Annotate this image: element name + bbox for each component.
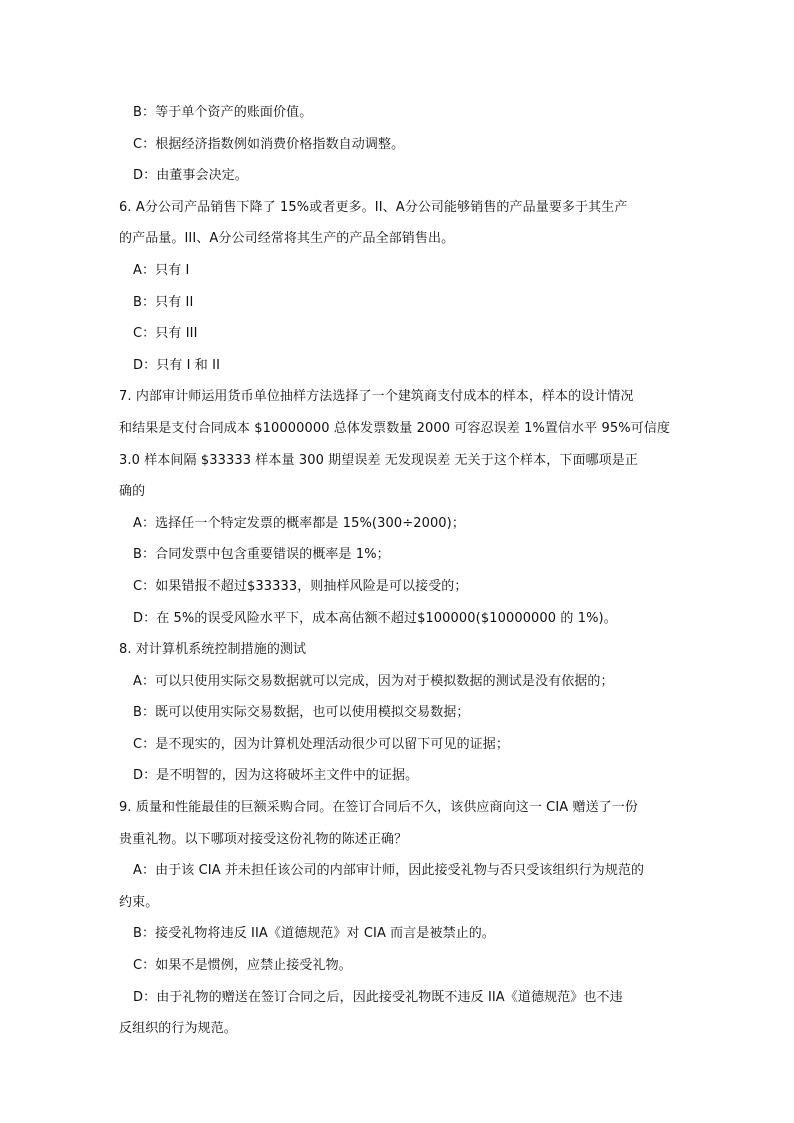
option-9b: B：接受礼物将违反 IIA《道德规范》对 CIA 而言是被禁止的。 [133, 926, 495, 942]
question-9-line-1: 9. 质量和性能最佳的巨额采购合同。在签订合同后不久，该供应商向这一 CIA 赠送了一份 [119, 800, 639, 816]
option-6d: D：只有 I 和 II [133, 357, 221, 373]
question-7-line-2: 和结果是支付合同成本 $10000000 总体发票数量 2000 可容忍误差 1%置信水平 95%可信度 [119, 420, 671, 436]
option-5c: C：根据经济指数例如消费价格指数自动调整。 [133, 136, 405, 152]
document-body [119, 97, 675, 1045]
option-6c: C：只有 III [133, 326, 198, 342]
question-7-line-4: 确的 [119, 484, 146, 500]
option-8b: B：既可以使用实际交易数据，也可以使用模拟交易数据； [133, 705, 470, 721]
question-9-line-2: 贵重礼物。以下哪项对接受这份礼物的陈述正确？ [119, 831, 408, 847]
question-6-line-1: 6. A分公司产品销售下降了 15%或者更多。II、A分公司能够销售的产品量要多于其生产 [119, 199, 628, 215]
option-9c: C：如果不是惯例，应禁止接受礼物。 [133, 958, 352, 974]
option-7d: D：在 5%的误受风险水平下，成本高估额不超过$100000($10000000 的 1%)。 [133, 610, 617, 626]
option-9d-line-1: D：由于礼物的赠送在签订合同之后，因此接受礼物既不违反 IIA《道德规范》也不违 [133, 989, 623, 1005]
question-7-line-3: 3.0 样本间隔 $33333 样本量 300 期望误差 无发现误差 无关于这个样本，下面哪项是正 [119, 452, 638, 468]
option-6b: B：只有 II [133, 294, 194, 310]
option-7c: C：如果错报不超过$33333，则抽样风险是可以接受的； [133, 578, 468, 594]
option-7b: B：合同发票中包含重要错误的概率是 1%； [133, 547, 390, 563]
option-7a: A：选择任一个特定发票的概率都是 15%(300÷2000)； [133, 515, 465, 531]
question-7-line-1: 7. 内部审计师运用货币单位抽样方法选择了一个建筑商支付成本的样本，样本的设计情况 [119, 389, 634, 405]
option-9a-line-2: 约束。 [119, 894, 159, 910]
option-8a: A：可以只使用实际交易数据就可以完成，因为对于模拟数据的测试是没有依据的； [133, 673, 614, 689]
option-8d: D：是不明智的，因为这将破坏主文件中的证据。 [133, 768, 419, 784]
question-8-line-1: 8. 对计算机系统控制措施的测试 [119, 642, 307, 658]
option-8c: C：是不现实的，因为计算机处理活动很少可以留下可见的证据； [133, 736, 509, 752]
option-5b: B：等于单个资产的账面价值。 [133, 105, 313, 120]
question-6-line-2: 的产品量。III、A分公司经常将其生产的产品全部销售出。 [119, 231, 455, 247]
option-9a-line-1: A：由于该 CIA 并未担任该公司的内部审计师，因此接受礼物与否只受该组织行为规范的 [133, 863, 645, 879]
option-5d: D：由董事会决定。 [133, 168, 248, 184]
option-9d-line-2: 反组织的行为规范。 [119, 1021, 237, 1037]
option-6a: A：只有 I [133, 262, 190, 278]
